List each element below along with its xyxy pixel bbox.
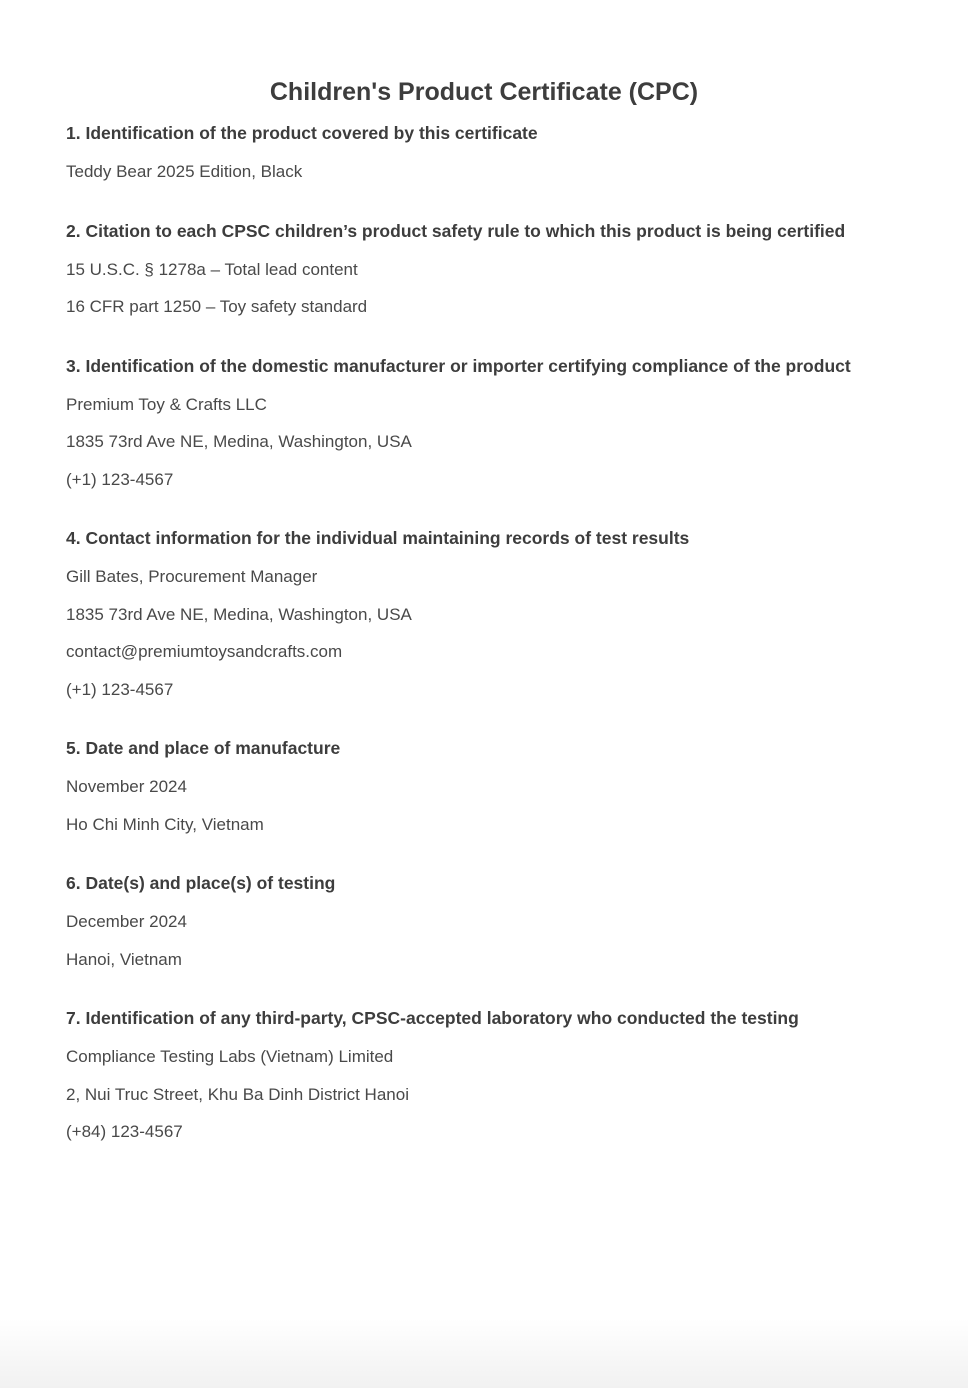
section-text-line: Ho Chi Minh City, Vietnam	[66, 814, 264, 834]
section-heading: 1. Identification of the product covered by this certificate	[66, 123, 538, 143]
section-text-line: Premium Toy & Crafts LLC	[66, 394, 267, 414]
section-text-line: 1835 73rd Ave NE, Medina, Washington, USA	[66, 432, 412, 451]
section-heading: 3. Identification of the domestic manufacturer or importer certifying compliance of the product	[66, 355, 851, 376]
sections-container	[66, 120, 902, 1160]
section-text-line: December 2024	[66, 912, 187, 931]
section-text-line: 2, Nui Truc Street, Khu Ba Dinh District Hanoi	[66, 1084, 409, 1104]
section-text-line: November 2024	[66, 777, 187, 796]
section-heading: 4. Contact information for the individual maintaining records of test results	[66, 528, 690, 548]
section-text-line: (+1) 123-4567	[66, 469, 174, 489]
section-text-line: Hanoi, Vietnam	[66, 949, 182, 969]
section-text-line: Gill Bates, Procurement Manager	[66, 567, 318, 586]
section-heading: 2. Citation to each CPSC children’s product safety rule to which this product is being certified	[66, 220, 846, 241]
section-heading: 7. Identification of any third-party, CPSC-accepted laboratory who conducted the testing	[66, 1008, 799, 1028]
section-text-line: (+1) 123-4567	[66, 679, 174, 699]
document-title: Children's Product Certificate (CPC)	[269, 78, 699, 106]
page-bottom-shade	[0, 1318, 968, 1388]
section-text-line: 15 U.S.C. § 1278a – Total lead content	[66, 259, 358, 279]
section-heading: 5. Date and place of manufacture	[66, 738, 341, 758]
section-text-line: Teddy Bear 2025 Edition, Black	[66, 162, 303, 181]
section-text-line: contact@premiumtoysandcrafts.com	[66, 642, 343, 661]
section-text-line: 16 CFR part 1250 – Toy safety standard	[66, 297, 368, 316]
section-text-line: Compliance Testing Labs (Vietnam) Limited	[66, 1047, 394, 1066]
section-heading: 6. Date(s) and place(s) of testing	[66, 873, 336, 893]
section-text-line: 1835 73rd Ave NE, Medina, Washington, USA	[66, 604, 412, 624]
section-text-line: (+84) 123-4567	[66, 1122, 183, 1141]
